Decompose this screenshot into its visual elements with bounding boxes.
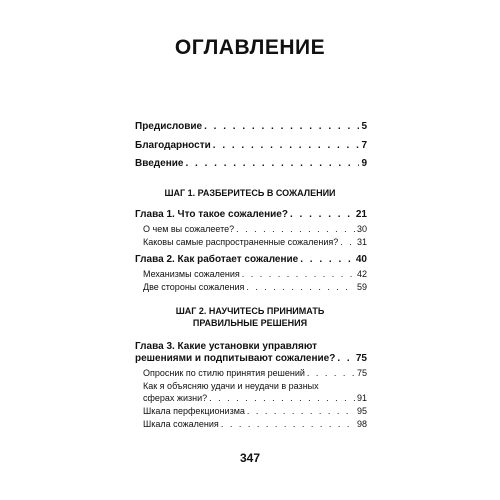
leader-dots — [307, 368, 355, 378]
toc-entry-acknowledgements[interactable] — [135, 140, 367, 151]
toc-subentry-label: Шкала сожаления — [143, 419, 219, 429]
toc-subentry-label: Шкала перфекционизма — [143, 406, 245, 416]
toc-entry-page: 40 — [355, 254, 367, 265]
leader-dots — [185, 158, 359, 169]
toc-subentry-page: 75 — [356, 368, 367, 378]
leader-dots — [300, 254, 354, 265]
toc-entry-label: Глава 2. Как работает сожаление — [135, 254, 299, 265]
section-heading-line: ШАГ 2. НАУЧИТЕСЬ ПРИНИМАТЬ — [175, 306, 325, 316]
toc-subentry-label: Каковы самые распространенные сожаления? — [143, 237, 339, 247]
toc-subentry[interactable] — [143, 368, 367, 378]
toc-entry-page: 5 — [361, 121, 367, 132]
toc-entry-label: Введение — [135, 158, 184, 169]
toc-subentry-page: 30 — [356, 224, 367, 234]
toc-entry-label: Благодарности — [135, 140, 211, 151]
toc-entry-chapter-1[interactable] — [135, 209, 367, 220]
toc-subentry-label: сферах жизни? — [143, 393, 208, 403]
leader-dots — [290, 209, 354, 220]
toc-subentry[interactable] — [143, 269, 367, 279]
toc-entry-chapter-3-line-1[interactable]: Глава 3. Какие установки управляют — [135, 341, 318, 352]
toc-entry-page: 9 — [361, 158, 367, 169]
leader-dots — [242, 269, 355, 279]
toc-entry-label: Глава 1. Что такое сожаление? — [135, 209, 288, 220]
toc-subentry-page: 31 — [356, 237, 367, 247]
leader-dots — [340, 237, 355, 247]
leader-dots — [247, 406, 355, 416]
toc-subentry[interactable] — [143, 224, 367, 234]
toc-subentry-label: Две стороны сожаления — [143, 282, 245, 292]
leader-dots — [204, 121, 359, 132]
toc-entry-label: Предисловие — [135, 121, 203, 132]
toc-subentry-page: 91 — [356, 393, 367, 403]
toc-subentry-label: О чем вы сожалеете? — [143, 224, 235, 234]
leader-dots — [213, 140, 360, 151]
toc-subentry[interactable] — [143, 406, 367, 416]
toc-subentry-label: Механизмы сожаления — [143, 269, 240, 279]
toc-subentry[interactable] — [143, 237, 367, 247]
leader-dots — [337, 353, 354, 364]
toc-subentry-line-1[interactable]: Как я объясняю удачи и неудачи в разных — [143, 381, 319, 391]
toc-entry-preface[interactable] — [135, 121, 367, 132]
toc-subentry-page: 59 — [356, 282, 367, 292]
toc-entry-page: 21 — [355, 209, 367, 220]
leader-dots — [209, 393, 355, 403]
toc-entry-chapter-2[interactable] — [135, 254, 367, 265]
toc-subentry-page: 42 — [356, 269, 367, 279]
toc-subentry-label: Опросник по стилю принятия решений — [143, 368, 305, 378]
page-title: ОГЛАВЛЕНИЕ — [174, 36, 326, 59]
page-number: 347 — [239, 451, 261, 465]
leader-dots — [246, 282, 355, 292]
toc-subentry[interactable] — [143, 282, 367, 292]
section-heading-line: ШАГ 1. РАЗБЕРИТЕСЬ В СОЖАЛЕНИИ — [164, 188, 336, 198]
leader-dots — [221, 419, 355, 429]
toc-entry-chapter-3[interactable] — [135, 353, 367, 364]
toc-subentry-page: 95 — [356, 406, 367, 416]
section-heading-step-1 — [0, 187, 500, 199]
section-heading-line: ПРАВИЛЬНЫЕ РЕШЕНИЯ — [192, 318, 308, 328]
toc-entry-introduction[interactable] — [135, 158, 367, 169]
toc-entry-page: 7 — [361, 140, 367, 151]
leader-dots — [236, 224, 355, 234]
toc-entry-label: решениями и подпитывают сожаление? — [135, 353, 336, 364]
toc-subentry-page: 98 — [356, 419, 367, 429]
toc-subentry[interactable] — [143, 419, 367, 429]
toc-subentry[interactable] — [143, 393, 367, 403]
toc-entry-page: 75 — [355, 353, 367, 364]
section-heading-step-2 — [0, 305, 500, 329]
